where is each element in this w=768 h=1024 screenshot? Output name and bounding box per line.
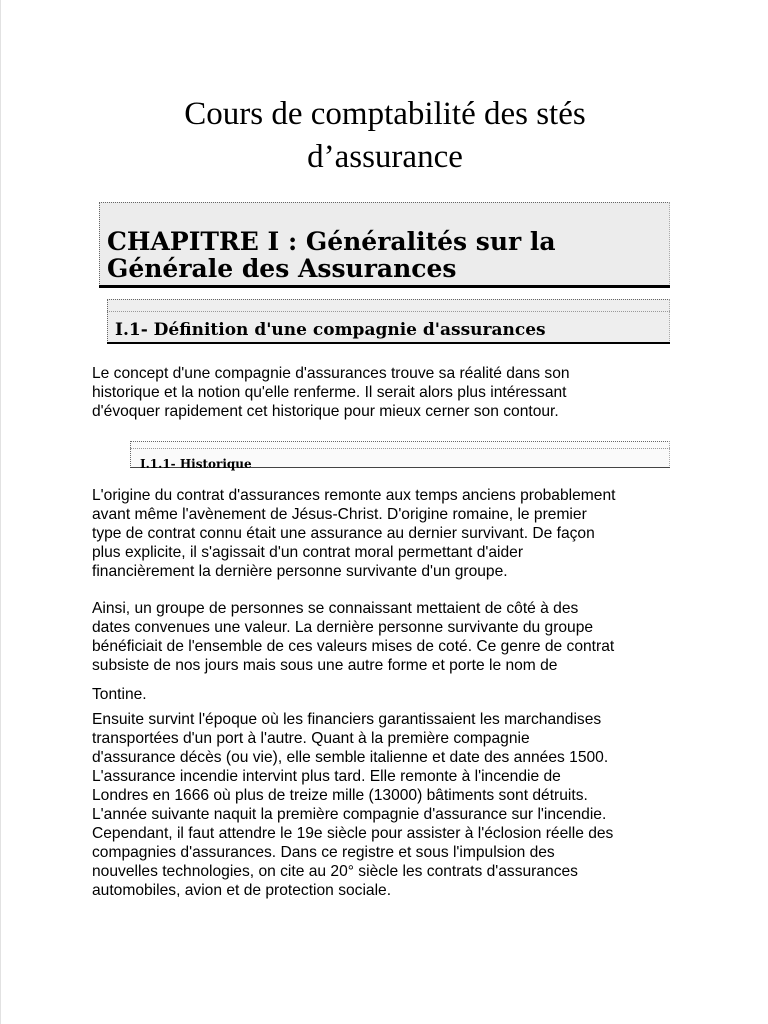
paragraph-line: Ensuite survint l'époque où les financiers garantissaient les marchandises — [92, 711, 602, 728]
paragraph-line: automobiles, avion et de protection sociale. — [92, 882, 392, 899]
paragraph-tontine — [92, 599, 712, 675]
paragraph-line: L'origine du contrat d'assurances remonte aux temps anciens probablement — [92, 487, 616, 504]
chapter-title — [107, 228, 556, 282]
paragraph-line: Ainsi, un groupe de personnes se connaissant mettaient de côté à des — [92, 600, 579, 617]
paragraph-line: Tontine. — [92, 686, 147, 703]
paragraph-line: bénéficiait de l'ensemble de ces valeurs mises de coté. Ce genre de contrat — [92, 638, 615, 655]
paragraph-line: subsiste de nos jours mais sous une autre forme et porte le nom de — [92, 657, 558, 674]
paragraph-line: dates convenues une valeur. La dernière personne survivante du groupe — [92, 619, 594, 636]
paragraph-line: L'assurance incendie intervint plus tard. Elle remonte à l'incendie de — [92, 768, 561, 785]
paragraph-history — [92, 710, 712, 900]
paragraph-line: L'année suivante naquit la première compagnie d'assurance sur l'incendie. — [92, 806, 607, 823]
section-heading-rule — [107, 342, 670, 344]
section-title: I.1- Définition d'une compagnie d'assurances — [115, 320, 546, 340]
paragraph-line: nouvelles technologies, on cite au 20° siècle les contrats d'assurances — [92, 863, 578, 880]
paragraph-line: compagnies d'assurances. Dans ce registre et sous l'impulsion des — [92, 844, 555, 861]
section-heading-dots — [107, 311, 670, 312]
document-title — [90, 93, 680, 179]
paragraph-line: d'assurance décès (ou vie), elle semble italienne et date des années 1500. — [92, 749, 609, 766]
paragraph-intro — [92, 364, 712, 421]
paragraph-line: financièrement la dernière personne survivante d'un groupe. — [92, 563, 508, 580]
subsection-heading-dots — [130, 448, 670, 449]
paragraph-line: type de contrat connu était une assurance au dernier survivant. De façon — [92, 525, 595, 542]
paragraph-line: avant même l'avènement de Jésus-Christ. D'origine romaine, le premier — [92, 506, 587, 523]
chapter-title-line: CHAPITRE I : Généralités sur la — [107, 227, 556, 256]
chapter-title-line: Générale des Assurances — [107, 254, 457, 283]
page-edge — [0, 0, 1, 1024]
paragraph-line: plus explicite, il s'agissait d'un contrat moral permettant d'aider — [92, 544, 524, 561]
document-title-line: d’assurance — [307, 139, 463, 175]
subsection-title: I.1.1- Historique — [140, 457, 252, 471]
paragraph-line: Cependant, il faut attendre le 19e siècle pour assister à l'éclosion réelle des — [92, 825, 614, 842]
paragraph-line: transportées d'un port à l'autre. Quant à la première compagnie — [92, 730, 530, 747]
paragraph-line: Londres en 1666 où plus de treize mille (13000) bâtiments sont détruits. — [92, 787, 588, 804]
document-title-line: Cours de comptabilité des stés — [184, 96, 586, 132]
paragraph-origin — [92, 486, 712, 581]
chapter-heading-rule — [99, 285, 670, 288]
paragraph-line: Le concept d'une compagnie d'assurances trouve sa réalité dans son — [92, 365, 570, 382]
paragraph-line: historique et la notion qu'elle renferme. Il serait alors plus intéressant — [92, 384, 567, 401]
paragraph-tontine-word — [92, 685, 712, 704]
paragraph-line: d'évoquer rapidement cet historique pour mieux cerner son contour. — [92, 403, 559, 420]
